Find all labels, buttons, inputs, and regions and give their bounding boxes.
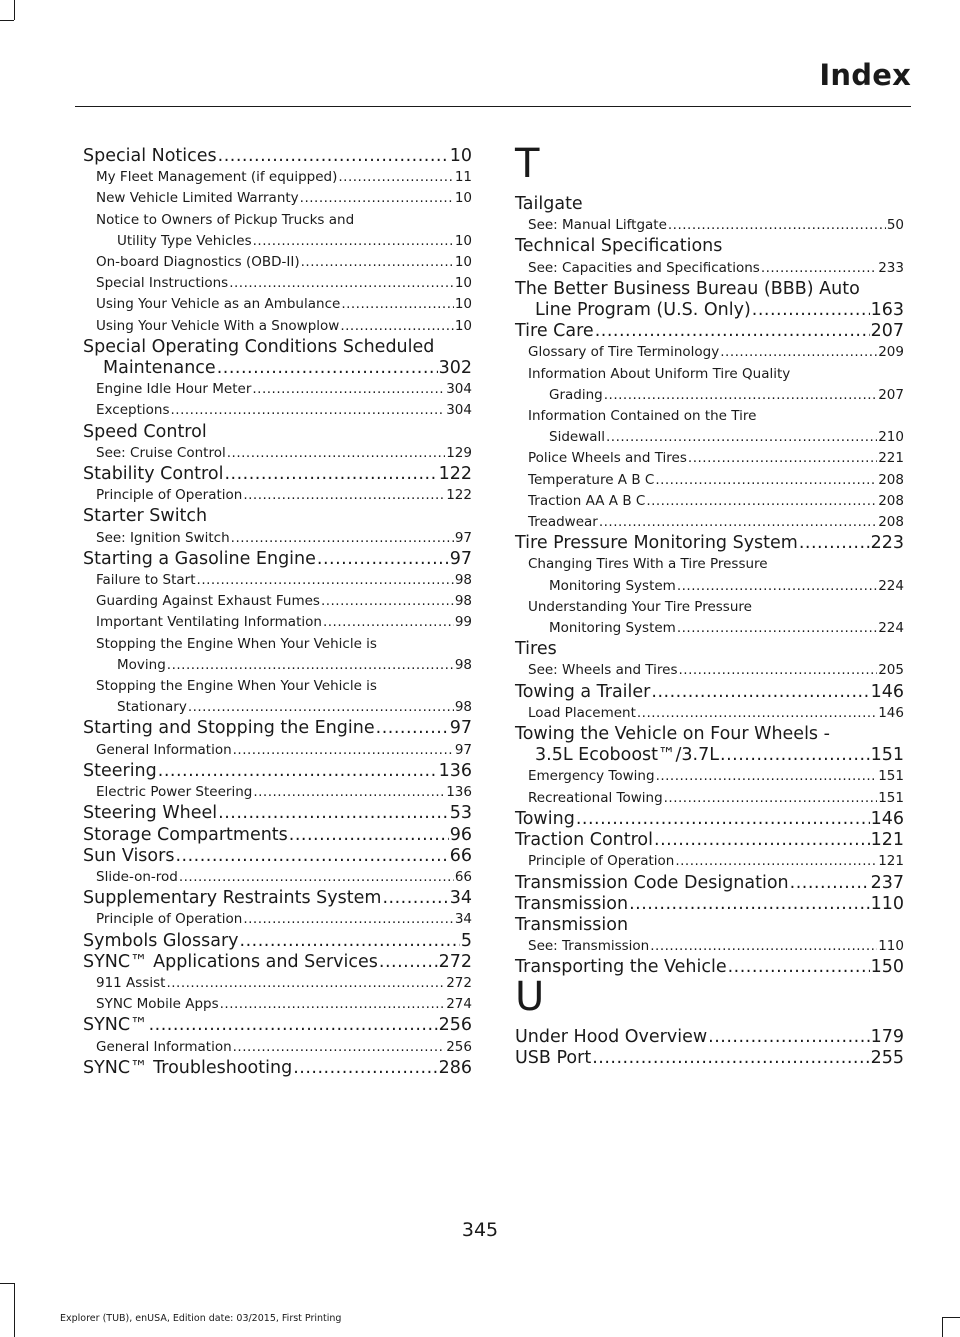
entry-title: Special Instructions [96, 275, 229, 292]
index-subentry [515, 788, 904, 809]
dot-leader [656, 766, 878, 787]
entry-page: 96 [449, 824, 472, 845]
entry-title: Treadwear [528, 514, 598, 531]
entry-page: 256 [446, 1038, 472, 1055]
dot-leader [592, 1048, 869, 1069]
entry-page: 97 [449, 718, 472, 739]
index-entry [83, 1015, 472, 1036]
entry-page: 272 [446, 974, 472, 991]
index-subentry [83, 316, 472, 337]
dot-leader [761, 258, 877, 279]
index-entry [83, 464, 472, 485]
index-subentry [83, 1037, 472, 1058]
entry-page: 129 [446, 444, 472, 461]
entry-page: 272 [438, 951, 472, 972]
dot-leader [799, 533, 870, 554]
entry-page: 302 [438, 358, 472, 379]
index-subentry [83, 167, 472, 188]
dot-leader [340, 316, 453, 337]
entry-page: 208 [878, 492, 904, 509]
dot-leader [218, 803, 449, 824]
entry-page: 286 [438, 1057, 472, 1078]
index-subentry [515, 342, 904, 363]
dot-leader [253, 782, 445, 803]
dot-leader [376, 718, 449, 739]
index-entry [83, 825, 472, 846]
entry-page: 53 [449, 803, 472, 824]
dot-leader [720, 342, 877, 363]
dot-leader [654, 830, 870, 851]
index-subentry [83, 485, 472, 506]
index-entry [515, 745, 904, 766]
entry-title: Transmission [515, 893, 629, 914]
page-title: Index [819, 58, 911, 92]
dot-leader [233, 1037, 446, 1058]
index-entry [515, 1048, 904, 1069]
index-heading: Transmission [515, 914, 629, 935]
entry-page: 179 [870, 1026, 904, 1047]
entry-title: Load Placement [528, 704, 636, 721]
entry-page: 10 [454, 254, 472, 271]
dot-leader [197, 570, 454, 591]
entry-title: Principle of Operation [96, 487, 243, 504]
index-subentry [83, 697, 472, 718]
entry-page: 34 [449, 888, 472, 909]
dot-leader [188, 697, 454, 718]
entry-title: SYNC™ [83, 1015, 148, 1036]
entry-page: 122 [446, 487, 472, 504]
dot-leader [293, 1058, 437, 1079]
index-heading: Towing the Vehicle on Four Wheels - [515, 724, 830, 745]
index-subentry [83, 867, 472, 888]
index-entry [515, 682, 904, 703]
index-subentry-line: Understanding Your Tire Pressure [528, 598, 752, 615]
entry-title: Steering [83, 760, 157, 781]
entry-page: 223 [870, 533, 904, 554]
entry-page: 97 [449, 548, 472, 569]
entry-title: General Information [96, 1038, 232, 1055]
index-heading: Speed Control [83, 421, 207, 442]
entry-title: Special Notices [83, 146, 217, 166]
dot-leader [166, 973, 445, 994]
index-entry [83, 358, 472, 379]
index-entry [83, 146, 472, 167]
entry-page: 10 [454, 296, 472, 313]
entry-title: Sidewall [549, 429, 606, 446]
index-subentry [515, 385, 904, 406]
dot-leader [224, 464, 437, 485]
dot-leader [170, 400, 445, 421]
index-entry [83, 803, 472, 824]
entry-page: 99 [454, 614, 472, 631]
index-subentry [515, 766, 904, 787]
dot-leader [149, 1015, 438, 1036]
entry-page: 210 [878, 429, 904, 446]
dot-leader [323, 612, 454, 633]
entry-title: Towing [515, 808, 575, 829]
entry-title: See: Wheels and Tires [528, 662, 678, 679]
entry-page: 224 [878, 577, 904, 594]
entry-page: 10 [454, 232, 472, 249]
dot-leader [300, 188, 454, 209]
index-subentry [515, 448, 904, 469]
entry-page: 5 [460, 930, 472, 951]
entry-title: Electric Power Steering [96, 784, 253, 801]
entry-title: Transporting the Vehicle [515, 957, 727, 978]
index-subentry [83, 188, 472, 209]
dot-leader [752, 300, 870, 321]
section-letter: T [515, 141, 540, 187]
entry-page: 233 [878, 259, 904, 276]
dot-leader [158, 761, 438, 782]
dot-leader [637, 703, 877, 724]
dot-leader [651, 682, 869, 703]
entry-title: Failure to Start [96, 572, 196, 589]
index-entry [515, 809, 904, 830]
entry-title: New Vehicle Limited Warranty [96, 190, 299, 207]
dot-leader [231, 528, 454, 549]
dot-leader [338, 167, 453, 188]
index-subentry [83, 294, 472, 315]
dot-leader [576, 809, 870, 830]
entry-title: SYNC Mobile Apps [96, 996, 219, 1013]
entry-title: Tire Pressure Monitoring System [515, 533, 798, 554]
dot-leader [599, 512, 877, 533]
entry-title: Exceptions [96, 402, 170, 419]
entry-page: 256 [438, 1015, 472, 1036]
entry-title: Utility Type Vehicles [117, 232, 252, 249]
entry-title: General Information [96, 741, 232, 758]
entry-title: Sun Visors [83, 845, 175, 866]
entry-page: 66 [454, 868, 472, 885]
entry-page: 97 [454, 741, 472, 758]
entry-title: Stationary [117, 699, 187, 716]
index-subentry [83, 528, 472, 549]
index-subentry [515, 936, 904, 957]
index-subentry [515, 660, 904, 681]
entry-title: See: Transmission [528, 938, 650, 955]
dot-leader [604, 385, 877, 406]
dot-leader [629, 894, 870, 915]
entry-title: Emergency Towing [528, 768, 655, 785]
entry-title: See: Cruise Control [96, 444, 226, 461]
index-subentry [515, 703, 904, 724]
entry-page: 11 [454, 169, 472, 186]
entry-title: Towing a Trailer [515, 681, 651, 702]
dot-leader [720, 745, 870, 766]
dot-leader [289, 825, 449, 846]
entry-title: 3.5L Ecoboost™/3.7L [535, 745, 720, 766]
dot-leader [668, 215, 886, 236]
dot-leader [240, 931, 460, 952]
entry-title: USB Port [515, 1047, 592, 1068]
entry-page: 151 [870, 745, 904, 766]
dot-leader [677, 618, 877, 639]
entry-title: Monitoring System [549, 620, 676, 637]
index-entry [515, 830, 904, 851]
index-heading: Starter Switch [83, 506, 208, 527]
index-subentry [515, 576, 904, 597]
dot-leader [379, 952, 438, 973]
entry-page: 10 [449, 146, 472, 166]
index-subentry [515, 258, 904, 279]
index-subentry [515, 491, 904, 512]
entry-page: 274 [446, 996, 472, 1013]
index-subentry [83, 782, 472, 803]
index-entry [515, 533, 904, 554]
index-subentry [83, 400, 472, 421]
dot-leader [790, 873, 870, 894]
index-entry [515, 894, 904, 915]
dot-leader [677, 576, 877, 597]
crop-mark-top-left [14, 0, 16, 20]
index-subentry-line: Information About Uniform Tire Quality [528, 365, 791, 382]
dot-leader [650, 936, 877, 957]
dot-leader [382, 888, 448, 909]
index-subentry [83, 443, 472, 464]
entry-title: Supplementary Restraints System [83, 888, 382, 909]
entry-page: 66 [449, 845, 472, 866]
entry-title: Principle of Operation [528, 853, 675, 870]
dot-leader [218, 146, 449, 167]
entry-page: 122 [438, 464, 472, 485]
entry-title: My Fleet Management (if equipped) [96, 169, 338, 186]
index-subentry-line: Changing Tires With a Tire Pressure [528, 556, 768, 573]
entry-page: 207 [878, 386, 904, 403]
entry-title: Moving [117, 656, 166, 673]
entry-page: 221 [878, 450, 904, 467]
entry-title: Grading [549, 386, 603, 403]
dot-leader [217, 358, 438, 379]
entry-page: 98 [454, 699, 472, 716]
index-entry [83, 952, 472, 973]
entry-page: 146 [870, 681, 904, 702]
index-entry [83, 1058, 472, 1079]
index-subentry-line: Stopping the Engine When Your Vehicle is [96, 635, 377, 652]
section-letter: U [515, 973, 545, 1020]
index-subentry [83, 655, 472, 676]
entry-title: Slide-on-rod [96, 868, 178, 885]
entry-page: 208 [878, 471, 904, 488]
crop-mark-bottom-right [942, 1317, 944, 1337]
index-subentry-line: Notice to Owners of Pickup Trucks and [96, 211, 355, 228]
index-heading: Special Operating Conditions Scheduled [83, 336, 435, 357]
entry-title: Storage Compartments [83, 824, 288, 845]
page-number: 345 [461, 1219, 499, 1241]
header-divider [75, 106, 911, 107]
entry-title: Principle of Operation [96, 911, 243, 928]
entry-title: Monitoring System [549, 577, 676, 594]
entry-page: 207 [870, 321, 904, 342]
dot-leader [317, 549, 449, 570]
entry-page: 208 [878, 514, 904, 531]
entry-title: Using Your Vehicle as an Ambulance [96, 296, 341, 313]
index-subentry [515, 512, 904, 533]
crop-mark-bottom-left [14, 1283, 16, 1337]
crop-mark-bottom-right-h [942, 1317, 960, 1319]
dot-leader [253, 231, 454, 252]
index-subentry-line: Stopping the Engine When Your Vehicle is [96, 678, 377, 695]
index-subentry [83, 994, 472, 1015]
entry-page: 98 [454, 572, 472, 589]
entry-page: 136 [438, 760, 472, 781]
entry-page: 121 [870, 830, 904, 851]
entry-page: 151 [878, 768, 904, 785]
footer-edition: Explorer (TUB), enUSA, Edition date: 03/2015, First Printing [60, 1313, 342, 1324]
index-entry [515, 873, 904, 894]
dot-leader [728, 957, 870, 978]
dot-leader [175, 846, 448, 867]
crop-mark-bottom-left-h [0, 1283, 14, 1285]
dot-leader [646, 491, 877, 512]
dot-leader [595, 321, 870, 342]
entry-page: 163 [870, 300, 904, 321]
index-subentry [515, 470, 904, 491]
dot-leader [227, 443, 445, 464]
entry-page: 205 [878, 662, 904, 679]
index-subentry [83, 591, 472, 612]
entry-title: Steering Wheel [83, 803, 218, 824]
entry-title: Transmission Code Designation [515, 872, 789, 893]
entry-page: 255 [870, 1047, 904, 1068]
entry-title: Traction AA A B C [528, 492, 646, 509]
entry-page: 10 [454, 190, 472, 207]
index-heading: Technical Specifications [515, 236, 723, 257]
entry-page: 146 [878, 704, 904, 721]
entry-page: 150 [870, 957, 904, 978]
entry-title: Using Your Vehicle With a Snowplow [96, 317, 340, 334]
index-subentry [83, 909, 472, 930]
entry-title: Important Ventilating Information [96, 614, 322, 631]
entry-title: See: Capacities and Specifications [528, 259, 760, 276]
index-heading: Tires [515, 639, 557, 660]
entry-page: 151 [878, 789, 904, 806]
dot-leader [243, 909, 453, 930]
entry-title: 911 Assist [96, 974, 166, 991]
index-entry [83, 549, 472, 570]
entry-title: Line Program (U.S. Only) [535, 300, 751, 321]
index-subentry [515, 618, 904, 639]
dot-leader [179, 867, 454, 888]
index-subentry [83, 973, 472, 994]
entry-title: See: Ignition Switch [96, 529, 230, 546]
index-subentry [83, 740, 472, 761]
entry-title: Glossary of Tire Terminology [528, 344, 720, 361]
index-subentry [83, 570, 472, 591]
entry-title: Under Hood Overview [515, 1026, 708, 1047]
index-entry [83, 888, 472, 909]
dot-leader [321, 591, 454, 612]
entry-page: 209 [878, 344, 904, 361]
entry-page: 136 [446, 784, 472, 801]
entry-page: 121 [878, 853, 904, 870]
index-column-left [83, 146, 472, 1079]
entry-page: 224 [878, 620, 904, 637]
crop-mark-top-left-h [0, 20, 14, 22]
entry-title: SYNC™ Applications and Services [83, 951, 378, 972]
index-subentry [83, 612, 472, 633]
index-subentry [83, 379, 472, 400]
entry-page: 10 [454, 275, 472, 292]
index-entry [515, 321, 904, 342]
entry-title: Maintenance [103, 358, 216, 379]
index-subentry [83, 231, 472, 252]
index-entry [83, 931, 472, 952]
entry-page: 304 [446, 381, 472, 398]
entry-title: Engine Idle Hour Meter [96, 381, 252, 398]
dot-leader [167, 655, 454, 676]
entry-page: 10 [454, 317, 472, 334]
entry-title: On-board Diagnostics (OBD-II) [96, 254, 300, 271]
entry-title: Tire Care [515, 321, 594, 342]
entry-page: 98 [454, 593, 472, 610]
entry-title: Stability Control [83, 464, 224, 485]
index-subentry [83, 252, 472, 273]
entry-page: 110 [870, 893, 904, 914]
entry-title: Temperature A B C [528, 471, 655, 488]
entry-page: 97 [454, 529, 472, 546]
index-entry [515, 300, 904, 321]
index-heading: The Better Business Bureau (BBB) Auto [515, 278, 860, 299]
entry-page: 146 [870, 808, 904, 829]
entry-page: 237 [870, 872, 904, 893]
entry-page: 50 [886, 217, 904, 234]
index-subentry [515, 215, 904, 236]
dot-leader [301, 252, 454, 273]
entry-title: Starting and Stopping the Engine [83, 718, 375, 739]
dot-leader [688, 448, 877, 469]
index-subentry [515, 851, 904, 872]
dot-leader [220, 994, 446, 1015]
entry-title: Police Wheels and Tires [528, 450, 687, 467]
entry-title: Starting a Gasoline Engine [83, 548, 316, 569]
entry-title: SYNC™ Troubleshooting [83, 1057, 293, 1078]
dot-leader [708, 1027, 869, 1048]
dot-leader [243, 485, 445, 506]
dot-leader [229, 273, 454, 294]
dot-leader [252, 379, 445, 400]
index-subentry-line: Information Contained on the Tire [528, 408, 757, 425]
entry-title: Traction Control [515, 830, 654, 851]
index-entry [83, 846, 472, 867]
index-heading: Tailgate [515, 194, 583, 214]
entry-page: 98 [454, 656, 472, 673]
index-column-right [515, 141, 904, 1069]
entry-title: See: Manual Liftgate [528, 217, 667, 234]
dot-leader [606, 427, 877, 448]
index-entry [83, 718, 472, 739]
entry-title: Symbols Glossary [83, 930, 239, 951]
index-subentry [83, 273, 472, 294]
index-entry [515, 957, 904, 978]
entry-page: 34 [454, 911, 472, 928]
index-entry [83, 761, 472, 782]
entry-title: Recreational Towing [528, 789, 663, 806]
entry-page: 110 [878, 938, 904, 955]
dot-leader [341, 294, 454, 315]
dot-leader [664, 788, 878, 809]
index-subentry [515, 427, 904, 448]
entry-title: Guarding Against Exhaust Fumes [96, 593, 320, 610]
dot-leader [655, 470, 877, 491]
entry-page: 304 [446, 402, 472, 419]
dot-leader [233, 740, 454, 761]
dot-leader [678, 660, 877, 681]
dot-leader [675, 851, 877, 872]
index-entry [515, 1027, 904, 1048]
